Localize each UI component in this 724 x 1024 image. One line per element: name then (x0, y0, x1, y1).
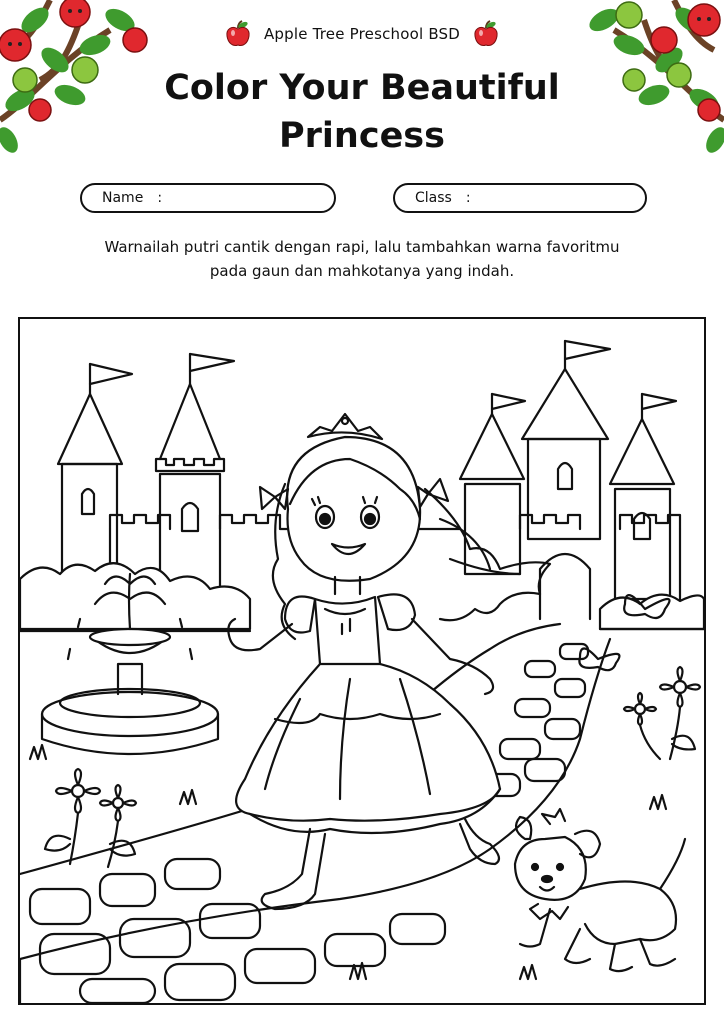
name-field[interactable] (80, 183, 336, 213)
flowers-right (624, 667, 700, 759)
page-title (0, 64, 724, 160)
class-colon: : (465, 190, 471, 206)
name-label: Name (102, 190, 144, 206)
puppy (515, 809, 685, 971)
class-field[interactable] (393, 183, 647, 213)
name-colon: : (157, 190, 163, 206)
apple-icon (472, 20, 500, 48)
apple-icon (224, 20, 252, 48)
instructions-line-2: pada gaun dan mahkotanya yang indah. (209, 262, 515, 280)
class-label: Class (415, 190, 452, 206)
princess (228, 414, 550, 909)
school-header (0, 22, 724, 46)
coloring-illustration (20, 319, 704, 1003)
instructions-line-1: Warnailah putri cantik dengan rapi, lalu tambahkan warna favoritmu (104, 238, 620, 256)
instructions (40, 235, 684, 283)
title-line-2: Princess (279, 116, 445, 156)
school-name: Apple Tree Preschool BSD (263, 25, 461, 43)
coloring-frame (18, 317, 706, 1005)
title-line-1: Color Your Beautiful (164, 68, 560, 108)
flowers-left (45, 769, 136, 867)
